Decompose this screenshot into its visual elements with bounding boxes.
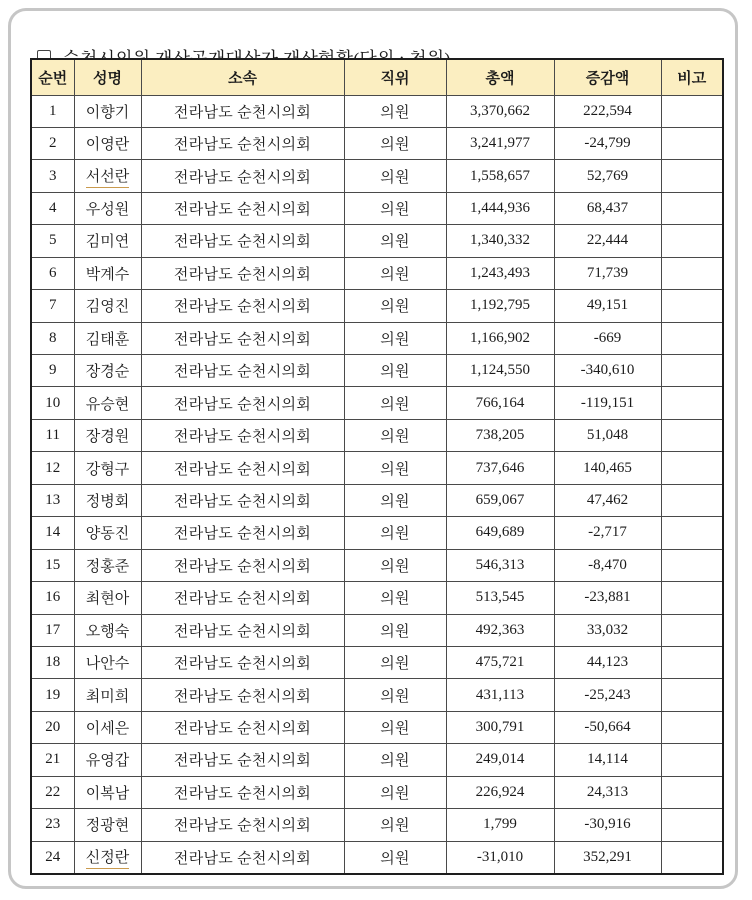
table-row: [31, 355, 723, 387]
cell-change: 52,769: [554, 160, 661, 192]
cell-no: 6: [31, 257, 74, 289]
cell-change: -50,664: [554, 711, 661, 743]
cell-position: 의원: [344, 355, 446, 387]
cell-org: 전라남도 순천시의회: [141, 225, 344, 257]
cell-no: 21: [31, 744, 74, 776]
cell-position: 의원: [344, 452, 446, 484]
cell-position: 의원: [344, 192, 446, 224]
col-header-org: 소속: [141, 59, 344, 95]
asset-table: [30, 58, 724, 875]
cell-total: 738,205: [446, 419, 554, 451]
cell-org: 전라남도 순천시의회: [141, 614, 344, 646]
cell-total: 475,721: [446, 646, 554, 678]
cell-name: [74, 517, 141, 549]
member-name: 김영진: [85, 299, 130, 316]
cell-no: 13: [31, 484, 74, 516]
table-row: [31, 387, 723, 419]
cell-no: 24: [31, 841, 74, 873]
table-row: [31, 614, 723, 646]
cell-total: 226,924: [446, 776, 554, 808]
cell-no: 19: [31, 679, 74, 711]
cell-note: [661, 290, 723, 322]
cell-name: [74, 257, 141, 289]
cell-note: [661, 646, 723, 678]
cell-no: 10: [31, 387, 74, 419]
cell-org: 전라남도 순천시의회: [141, 419, 344, 451]
cell-name: [74, 841, 141, 873]
cell-change: 24,313: [554, 776, 661, 808]
table-row: [31, 776, 723, 808]
cell-no: 1: [31, 95, 74, 127]
cell-note: [661, 614, 723, 646]
cell-total: -31,010: [446, 841, 554, 873]
cell-note: [661, 387, 723, 419]
member-name: 최미희: [85, 688, 130, 705]
cell-note: [661, 95, 723, 127]
cell-note: [661, 809, 723, 841]
cell-position: 의원: [344, 322, 446, 354]
cell-name: [74, 127, 141, 159]
cell-position: 의원: [344, 744, 446, 776]
cell-note: [661, 192, 723, 224]
cell-org: 전라남도 순천시의회: [141, 841, 344, 873]
cell-note: [661, 744, 723, 776]
cell-total: 1,166,902: [446, 322, 554, 354]
cell-name: [74, 582, 141, 614]
cell-no: 12: [31, 452, 74, 484]
cell-name: [74, 452, 141, 484]
table-row: [31, 549, 723, 581]
cell-change: 51,048: [554, 419, 661, 451]
table-row: [31, 517, 723, 549]
cell-name: [74, 776, 141, 808]
cell-note: [661, 257, 723, 289]
cell-name: [74, 809, 141, 841]
cell-note: [661, 679, 723, 711]
cell-total: 3,241,977: [446, 127, 554, 159]
cell-name: [74, 614, 141, 646]
member-name: 강형구: [85, 461, 130, 478]
cell-no: 7: [31, 290, 74, 322]
cell-total: 300,791: [446, 711, 554, 743]
cell-name: [74, 549, 141, 581]
cell-position: 의원: [344, 290, 446, 322]
cell-org: 전라남도 순천시의회: [141, 582, 344, 614]
cell-note: [661, 355, 723, 387]
cell-total: 1,124,550: [446, 355, 554, 387]
cell-note: [661, 582, 723, 614]
cell-name: [74, 225, 141, 257]
cell-total: 737,646: [446, 452, 554, 484]
cell-position: 의원: [344, 484, 446, 516]
table-row: [31, 290, 723, 322]
member-name: 유영갑: [85, 753, 130, 770]
cell-name: [74, 711, 141, 743]
cell-position: 의원: [344, 419, 446, 451]
cell-total: 492,363: [446, 614, 554, 646]
cell-note: [661, 776, 723, 808]
cell-note: [661, 517, 723, 549]
col-header-no: 순번: [31, 59, 74, 95]
cell-note: [661, 225, 723, 257]
member-name: 박계수: [85, 266, 130, 283]
cell-position: 의원: [344, 679, 446, 711]
table-row: [31, 452, 723, 484]
cell-position: 의원: [344, 841, 446, 873]
table-row: [31, 257, 723, 289]
cell-position: 의원: [344, 257, 446, 289]
member-name: 김미연: [85, 234, 130, 251]
table-body: [31, 95, 723, 874]
table-row: [31, 127, 723, 159]
cell-total: 1,340,332: [446, 225, 554, 257]
cell-no: 14: [31, 517, 74, 549]
cell-total: 513,545: [446, 582, 554, 614]
cell-name: [74, 744, 141, 776]
cell-change: 68,437: [554, 192, 661, 224]
cell-change: 44,123: [554, 646, 661, 678]
cell-change: 22,444: [554, 225, 661, 257]
cell-note: [661, 452, 723, 484]
cell-org: 전라남도 순천시의회: [141, 95, 344, 127]
cell-change: -30,916: [554, 809, 661, 841]
member-name: 정광현: [85, 818, 130, 835]
cell-note: [661, 127, 723, 159]
cell-position: 의원: [344, 614, 446, 646]
cell-total: 659,067: [446, 484, 554, 516]
cell-org: 전라남도 순천시의회: [141, 290, 344, 322]
cell-change: -24,799: [554, 127, 661, 159]
table-row: [31, 646, 723, 678]
cell-org: 전라남도 순천시의회: [141, 192, 344, 224]
cell-change: -2,717: [554, 517, 661, 549]
cell-org: 전라남도 순천시의회: [141, 160, 344, 192]
member-name: 최현아: [85, 591, 130, 608]
cell-no: 15: [31, 549, 74, 581]
cell-name: [74, 192, 141, 224]
member-name: 신정란: [86, 846, 129, 869]
table-row: [31, 419, 723, 451]
cell-change: 140,465: [554, 452, 661, 484]
member-name: 이영란: [85, 137, 130, 154]
member-name: 김태훈: [85, 331, 130, 348]
member-name: 유승현: [85, 396, 130, 413]
cell-change: -8,470: [554, 549, 661, 581]
cell-no: 23: [31, 809, 74, 841]
table-row: [31, 95, 723, 127]
cell-position: 의원: [344, 517, 446, 549]
table-row: [31, 809, 723, 841]
cell-org: 전라남도 순천시의회: [141, 809, 344, 841]
col-header-note: 비고: [661, 59, 723, 95]
table-row: [31, 711, 723, 743]
cell-total: 3,370,662: [446, 95, 554, 127]
col-header-total: 총액: [446, 59, 554, 95]
cell-org: 전라남도 순천시의회: [141, 387, 344, 419]
cell-org: 전라남도 순천시의회: [141, 127, 344, 159]
cell-no: 22: [31, 776, 74, 808]
member-name: 이향기: [85, 104, 130, 121]
cell-position: 의원: [344, 549, 446, 581]
cell-total: 249,014: [446, 744, 554, 776]
cell-no: 9: [31, 355, 74, 387]
cell-org: 전라남도 순천시의회: [141, 322, 344, 354]
cell-position: 의원: [344, 127, 446, 159]
member-name: 정병회: [85, 493, 130, 510]
table-row: [31, 841, 723, 873]
cell-no: 20: [31, 711, 74, 743]
table-row: [31, 679, 723, 711]
cell-position: 의원: [344, 646, 446, 678]
member-name: 나안수: [85, 656, 130, 673]
cell-position: 의원: [344, 95, 446, 127]
member-name: 장경원: [85, 429, 130, 446]
cell-change: -23,881: [554, 582, 661, 614]
cell-total: 546,313: [446, 549, 554, 581]
cell-name: [74, 322, 141, 354]
cell-name: [74, 355, 141, 387]
cell-name: [74, 646, 141, 678]
header-row: [31, 59, 723, 95]
cell-position: 의원: [344, 225, 446, 257]
cell-total: 1,192,795: [446, 290, 554, 322]
member-name: 이세은: [85, 721, 130, 738]
table-row: [31, 582, 723, 614]
cell-change: -340,610: [554, 355, 661, 387]
cell-note: [661, 841, 723, 873]
cell-org: 전라남도 순천시의회: [141, 679, 344, 711]
cell-position: 의원: [344, 776, 446, 808]
cell-change: 71,739: [554, 257, 661, 289]
cell-org: 전라남도 순천시의회: [141, 711, 344, 743]
cell-no: 3: [31, 160, 74, 192]
cell-position: 의원: [344, 809, 446, 841]
cell-change: -119,151: [554, 387, 661, 419]
cell-no: 8: [31, 322, 74, 354]
cell-change: 49,151: [554, 290, 661, 322]
cell-change: -669: [554, 322, 661, 354]
cell-org: 전라남도 순천시의회: [141, 484, 344, 516]
cell-total: 1,444,936: [446, 192, 554, 224]
table-header: [31, 59, 723, 95]
table-row: [31, 744, 723, 776]
member-name: 이복남: [85, 785, 130, 802]
cell-note: [661, 711, 723, 743]
cell-no: 17: [31, 614, 74, 646]
cell-name: [74, 679, 141, 711]
member-name: 정홍준: [85, 558, 130, 575]
cell-total: 1,243,493: [446, 257, 554, 289]
member-name: 서선란: [86, 165, 129, 188]
table-row: [31, 225, 723, 257]
cell-no: 5: [31, 225, 74, 257]
cell-position: 의원: [344, 582, 446, 614]
cell-note: [661, 549, 723, 581]
cell-total: 431,113: [446, 679, 554, 711]
cell-org: 전라남도 순천시의회: [141, 517, 344, 549]
cell-change: -25,243: [554, 679, 661, 711]
cell-total: 1,799: [446, 809, 554, 841]
cell-note: [661, 484, 723, 516]
member-name: 양동진: [85, 526, 130, 543]
cell-org: 전라남도 순천시의회: [141, 355, 344, 387]
cell-org: 전라남도 순천시의회: [141, 776, 344, 808]
cell-name: [74, 419, 141, 451]
cell-no: 11: [31, 419, 74, 451]
cell-change: 14,114: [554, 744, 661, 776]
cell-no: 2: [31, 127, 74, 159]
member-name: 오행숙: [85, 623, 130, 640]
cell-org: 전라남도 순천시의회: [141, 452, 344, 484]
cell-org: 전라남도 순천시의회: [141, 744, 344, 776]
cell-change: 33,032: [554, 614, 661, 646]
cell-name: [74, 95, 141, 127]
member-name: 장경순: [85, 364, 130, 381]
cell-name: [74, 290, 141, 322]
cell-no: 4: [31, 192, 74, 224]
table-row: [31, 484, 723, 516]
member-name: 우성원: [85, 202, 130, 219]
cell-position: 의원: [344, 160, 446, 192]
cell-note: [661, 322, 723, 354]
cell-org: 전라남도 순천시의회: [141, 549, 344, 581]
cell-position: 의원: [344, 387, 446, 419]
col-header-position: 직위: [344, 59, 446, 95]
cell-org: 전라남도 순천시의회: [141, 257, 344, 289]
cell-no: 16: [31, 582, 74, 614]
cell-total: 766,164: [446, 387, 554, 419]
cell-name: [74, 160, 141, 192]
cell-name: [74, 387, 141, 419]
cell-note: [661, 419, 723, 451]
cell-total: 1,558,657: [446, 160, 554, 192]
cell-change: 352,291: [554, 841, 661, 873]
cell-name: [74, 484, 141, 516]
table-row: [31, 192, 723, 224]
col-header-name: 성명: [74, 59, 141, 95]
cell-change: 47,462: [554, 484, 661, 516]
col-header-change: 증감액: [554, 59, 661, 95]
table-row: [31, 322, 723, 354]
cell-note: [661, 160, 723, 192]
cell-no: 18: [31, 646, 74, 678]
table-row: [31, 160, 723, 192]
cell-position: 의원: [344, 711, 446, 743]
cell-change: 222,594: [554, 95, 661, 127]
cell-org: 전라남도 순천시의회: [141, 646, 344, 678]
cell-total: 649,689: [446, 517, 554, 549]
